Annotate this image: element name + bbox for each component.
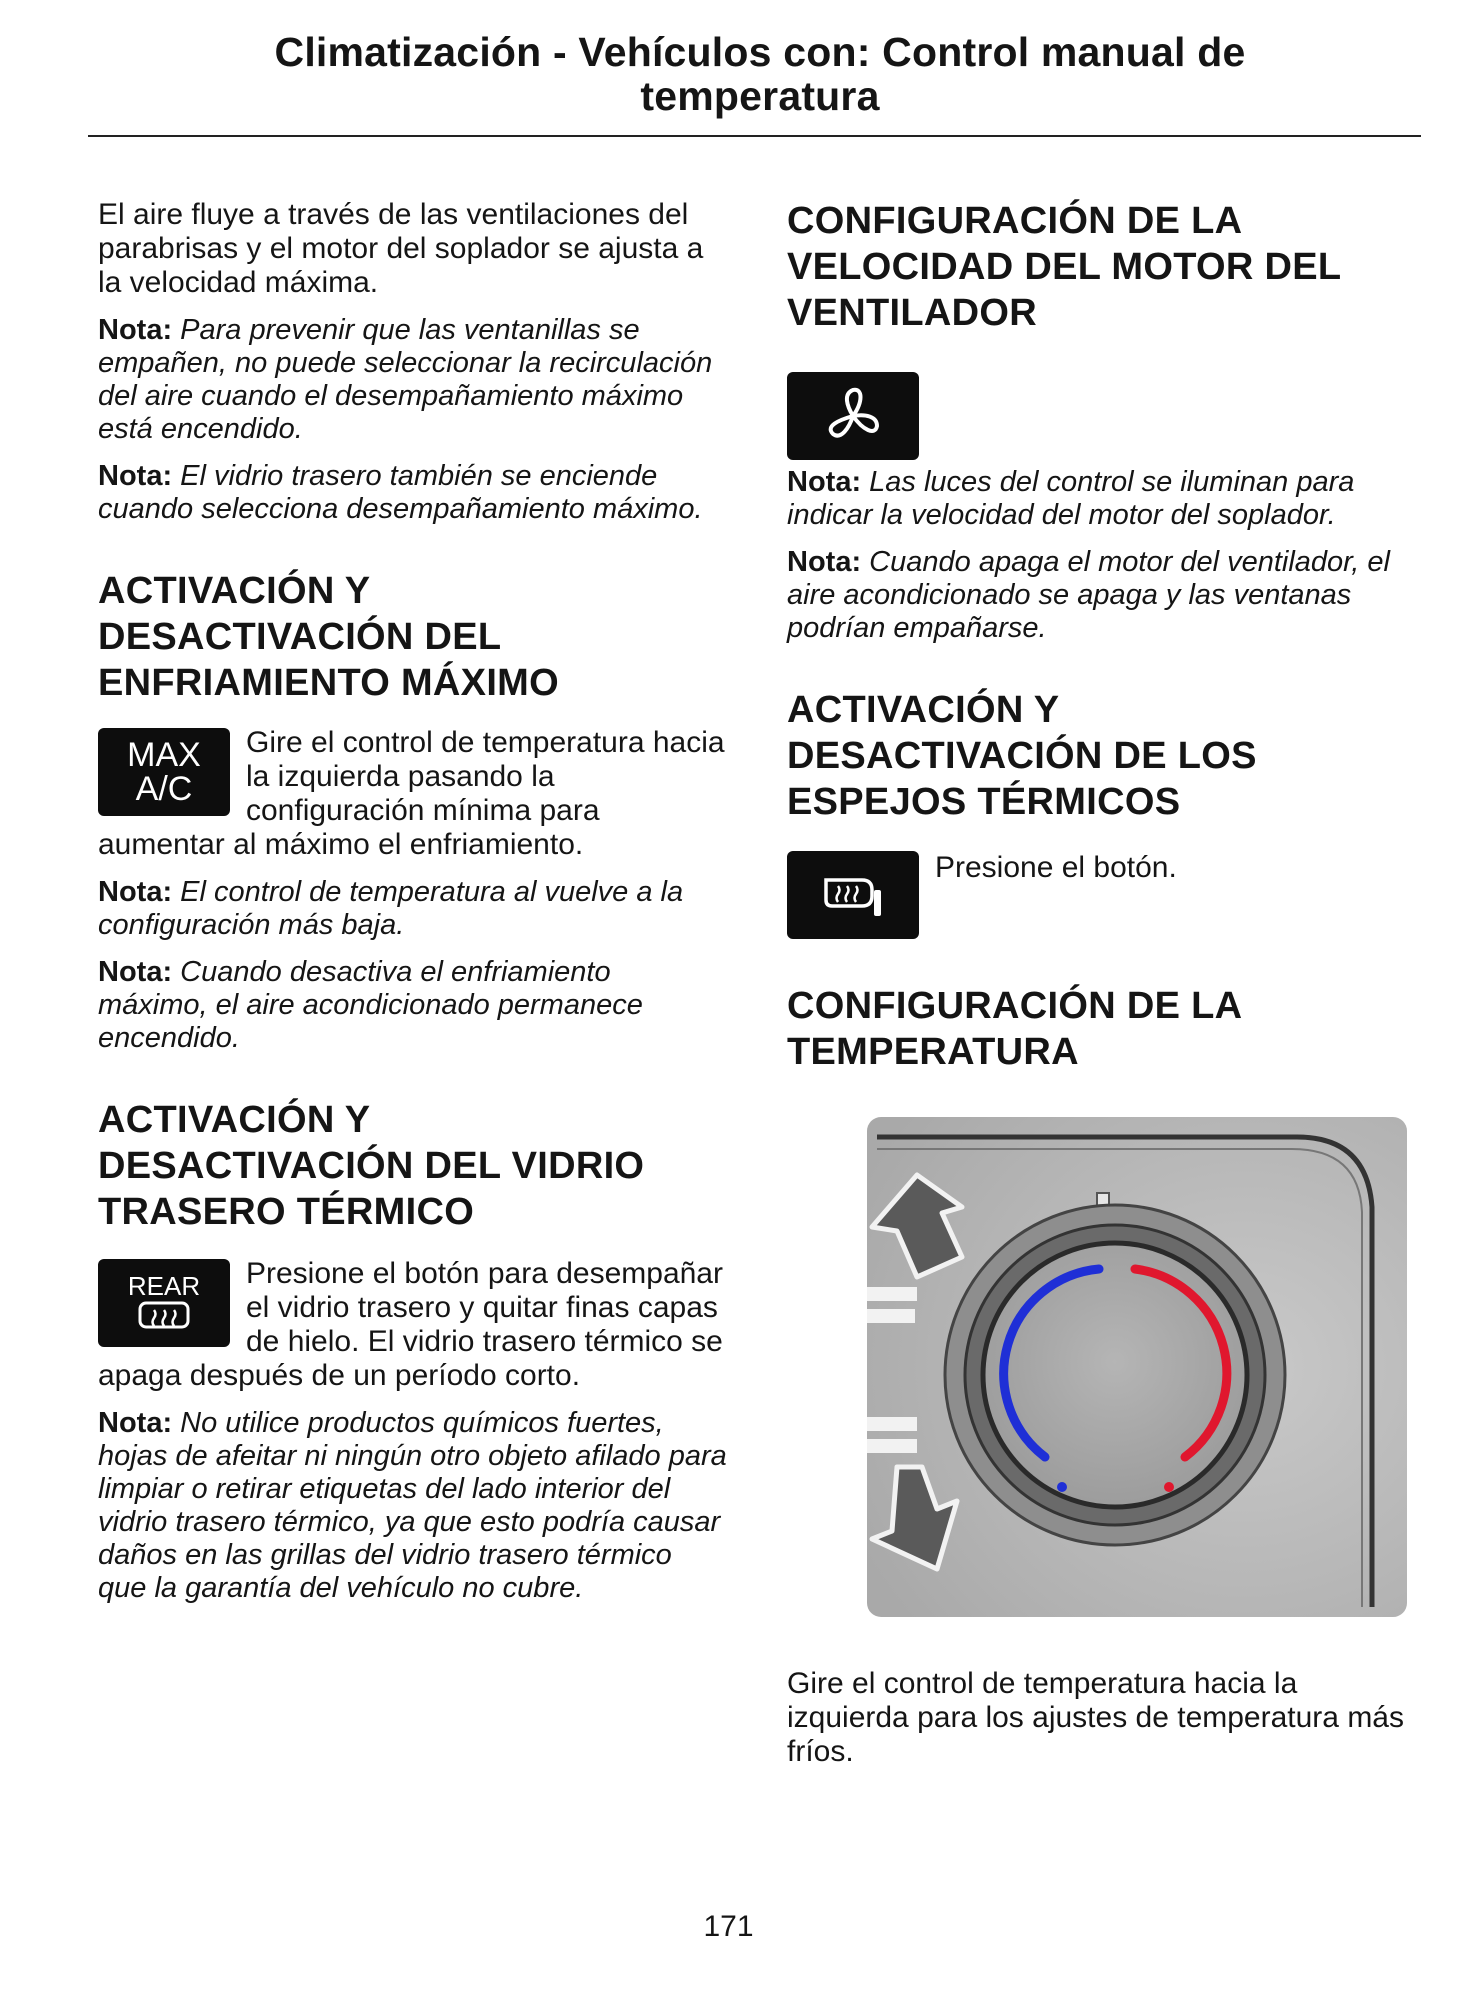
temperature-knob-illustration <box>867 1117 1407 1617</box>
defrost-grid-icon <box>136 1300 192 1334</box>
heading-line: TEMPERATURA <box>787 1031 1079 1073</box>
section-heated-mirrors <box>787 687 1427 943</box>
note-label: Nota: <box>98 314 173 346</box>
section-heading <box>787 983 1427 1075</box>
max-cooling-body: Gire el control de temperatura hacia la izquierda pasando la configuración mínima para aumentar al máximo el enfriamiento. <box>98 726 725 861</box>
note-label: Nota: <box>98 460 173 492</box>
temperature-body: Gire el control de temperatura hacia la izquierda para los ajustes de temperatura más fríos. <box>787 1667 1404 1768</box>
note-recirculation <box>98 314 728 446</box>
note-ac-remains-on <box>98 956 728 1055</box>
heading-line: ENFRIAMIENTO MÁXIMO <box>98 662 559 704</box>
note-text: No utilice productos químicos fuertes, hojas de afeitar ni ningún otro objeto afilado para limpiar o retirar etiquetas del lado interior del vidrio trasero térmico, ya que esto podría causar daños en las grillas del vidrio trasero térmico que la garantía del vehículo no cubre. <box>98 1407 727 1604</box>
section-fan-speed <box>787 198 1427 645</box>
rear-window-body: Presione el botón para desempañar el vidrio trasero y quitar finas capas de hielo. El vidrio trasero térmico se apaga después de un período corto. <box>98 1257 723 1392</box>
page-title-line2: temperatura <box>640 73 880 119</box>
heading-line: VENTILADOR <box>787 292 1037 334</box>
mirror-defrost-icon <box>818 870 888 920</box>
fan-icon <box>787 372 919 460</box>
mirrors-body: Presione el botón. <box>935 851 1177 884</box>
temperature-knob-figure <box>867 1117 1407 1617</box>
note-text: Las luces del control se iluminan para indicar la velocidad del motor del soplador. <box>787 466 1355 531</box>
heading-line: ACTIVACIÓN Y <box>787 689 1060 731</box>
note-label: Nota: <box>98 956 173 988</box>
heading-line: CONFIGURACIÓN DE LA <box>787 200 1243 242</box>
note-label: Nota: <box>98 1407 173 1439</box>
note-text: Cuando apaga el motor del ventilador, el aire acondicionado se apaga y las ventanas podrían empañarse. <box>787 546 1390 644</box>
note-chemicals-warning <box>98 1407 728 1605</box>
note-label: Nota: <box>98 876 173 908</box>
section-heading <box>787 687 1427 825</box>
heading-line: ACTIVACIÓN Y <box>98 570 371 612</box>
section-rear-window <box>98 1097 728 1605</box>
note-text: El control de temperatura al vuelve a la configuración más baja. <box>98 876 684 941</box>
max-ac-icon-text: A/C <box>135 770 193 808</box>
intro-paragraph: El aire fluye a través de las ventilaciones del parabrisas y el motor del soplador se ajusta a la velocidad máxima. <box>98 198 704 299</box>
temperature-knob[interactable] <box>983 1243 1247 1507</box>
note-control-lights <box>787 466 1427 532</box>
note-fan-off <box>787 546 1427 645</box>
heading-line: DESACTIVACIÓN DEL <box>98 616 502 658</box>
max-ac-icon-text: MAX <box>127 736 201 774</box>
heading-line: VELOCIDAD DEL MOTOR DEL <box>787 246 1342 288</box>
heading-line: ACTIVACIÓN Y <box>98 1099 371 1141</box>
note-text: El vidrio trasero también se enciende cuando selecciona desempañamiento máximo. <box>98 460 703 525</box>
fan-blades-icon <box>821 384 885 448</box>
note-rear-window <box>98 460 728 526</box>
section-max-cooling <box>98 568 728 1055</box>
right-column <box>787 198 1427 1769</box>
section-heading <box>98 1097 728 1235</box>
rear-defrost-icon-text: REAR <box>127 1271 201 1301</box>
max-ac-icon <box>98 728 230 816</box>
title-divider <box>88 135 1421 137</box>
section-heading <box>98 568 728 706</box>
note-text: Para prevenir que las ventanillas se empañen, no puede seleccionar la recirculación del aire cuando el desempañamiento máximo está encendido. <box>98 314 713 445</box>
page-number: 171 <box>703 1910 754 1943</box>
heading-line: DESACTIVACIÓN DE LOS <box>787 735 1257 777</box>
section-heading <box>787 198 1427 336</box>
left-column <box>98 198 728 1605</box>
rear-defrost-icon <box>98 1259 230 1347</box>
heading-line: ESPEJOS TÉRMICOS <box>787 781 1181 823</box>
note-temperature-control <box>98 876 728 942</box>
section-temperature <box>787 983 1427 1769</box>
note-label: Nota: <box>787 466 862 498</box>
cold-dot <box>1057 1482 1067 1492</box>
heated-mirror-icon <box>787 851 919 939</box>
note-text: Cuando desactiva el enfriamiento máximo, el aire acondicionado permanece encendido. <box>98 956 643 1054</box>
note-label: Nota: <box>787 546 862 578</box>
heading-line: DESACTIVACIÓN DEL VIDRIO <box>98 1145 645 1187</box>
page-title-line1: Climatización - Vehículos con: Control manual de <box>274 29 1246 75</box>
heading-line: TRASERO TÉRMICO <box>98 1191 475 1233</box>
page-title <box>90 30 1430 118</box>
hot-dot <box>1164 1482 1174 1492</box>
heading-line: CONFIGURACIÓN DE LA <box>787 985 1243 1027</box>
